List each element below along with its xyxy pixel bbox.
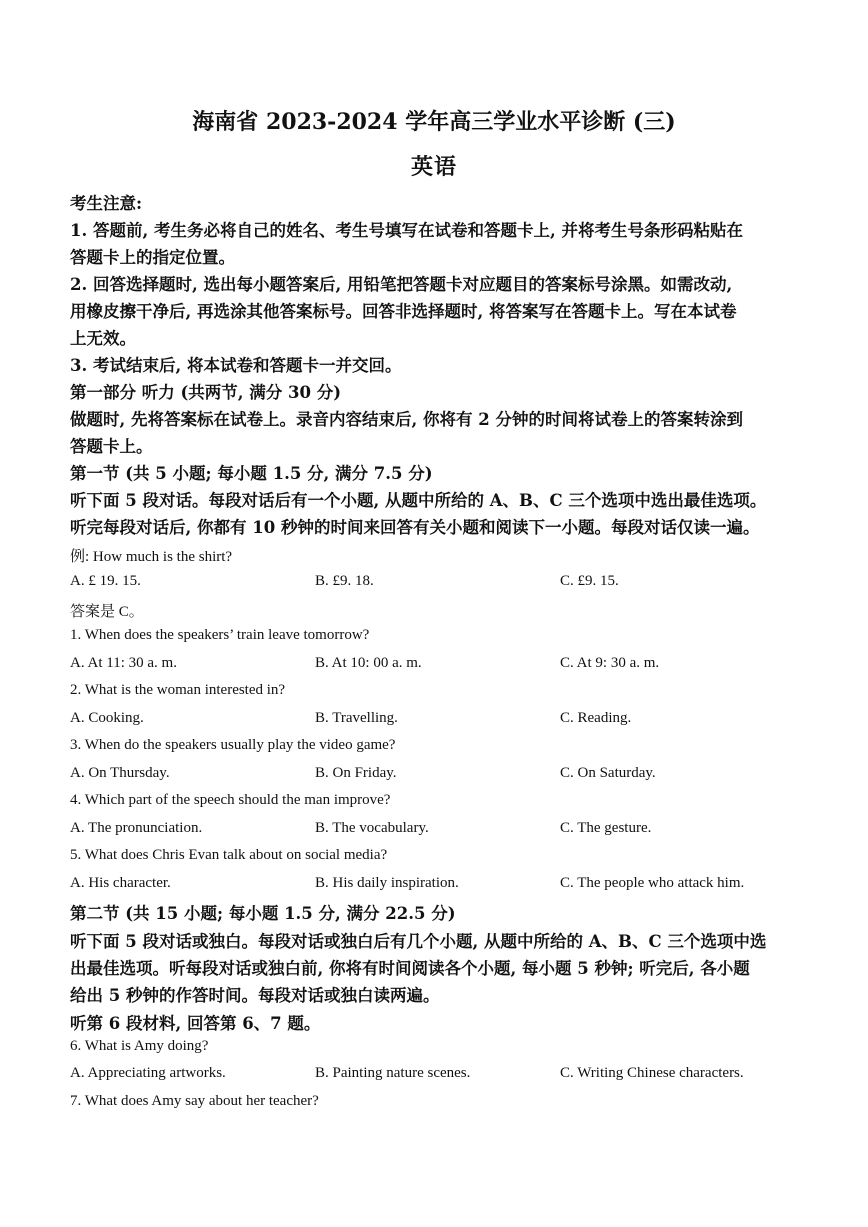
example-option-b: B. £9. 18. — [315, 573, 374, 589]
example-answer: 答案是 C。 — [70, 604, 144, 620]
question-5: 5. What does Chris Evan talk about on social media? — [70, 847, 388, 863]
question-1-option-a: A. At 11: 30 a. m. — [70, 655, 177, 671]
part1-instructions-cont: 答题卡上。 — [70, 437, 153, 456]
notice-heading: 考生注意: — [70, 194, 143, 213]
question-4-option-b: B. The vocabulary. — [315, 820, 429, 836]
section2-instructions-cont2: 给出 5 秒钟的作答时间。每段对话或独白读两遍。 — [70, 986, 440, 1005]
question-6-option-a: A. Appreciating artworks. — [70, 1065, 226, 1081]
subject-title: 英语 — [410, 154, 457, 180]
question-3-option-c: C. On Saturday. — [560, 765, 656, 781]
question-5-option-a: A. His character. — [70, 875, 171, 891]
question-6: 6. What is Amy doing? — [70, 1038, 209, 1054]
part1-heading: 第一部分 听力 (共两节, 满分 30 分) — [70, 383, 342, 402]
question-2-option-c: C. Reading. — [560, 710, 632, 726]
notice-item-1-cont: 答题卡上的指定位置。 — [70, 248, 235, 267]
question-5-option-b: B. His daily inspiration. — [315, 875, 459, 891]
question-1-option-b: B. At 10: 00 a. m. — [315, 655, 422, 671]
question-2-option-a: A. Cooking. — [70, 710, 144, 726]
section2-instructions: 听下面 5 段对话或独白。每段对话或独白后有几个小题, 从题中所给的 A、B、C 三个选项中选 — [70, 932, 767, 951]
question-2-option-b: B. Travelling. — [315, 710, 398, 726]
question-4-option-a: A. The pronunciation. — [70, 820, 203, 836]
notice-item-2: 2. 回答选择题时, 选出每小题答案后, 用铅笔把答题卡对应题目的答案标号涂黑。如需改动, — [70, 275, 733, 294]
question-3-option-b: B. On Friday. — [315, 765, 397, 781]
section2-heading: 第二节 (共 15 小题; 每小题 1.5 分, 满分 22.5 分) — [70, 904, 456, 923]
question-6-option-b: B. Painting nature scenes. — [315, 1065, 471, 1081]
question-2: 2. What is the woman interested in? — [70, 682, 286, 698]
question-3-option-a: A. On Thursday. — [70, 765, 170, 781]
example-question: 例: How much is the shirt? — [70, 549, 233, 565]
section1-heading: 第一节 (共 5 小题; 每小题 1.5 分, 满分 7.5 分) — [70, 464, 433, 483]
question-1: 1. When does the speakers’ train leave tomorrow? — [70, 627, 370, 643]
question-1-option-c: C. At 9: 30 a. m. — [560, 655, 660, 671]
example-option-a: A. £ 19. 15. — [70, 573, 141, 589]
notice-item-3: 3. 考试结束后, 将本试卷和答题卡一并交回。 — [70, 356, 402, 375]
example-option-c: C. £9. 15. — [560, 573, 619, 589]
part1-instructions: 做题时, 先将答案标在试卷上。录音内容结束后, 你将有 2 分钟的时间将试卷上的答案转涂到 — [70, 410, 743, 429]
material-6-heading: 听第 6 段材料, 回答第 6、7 题。 — [70, 1014, 321, 1033]
section1-instructions-cont: 听完每段对话后, 你都有 10 秒钟的时间来回答有关小题和阅读下一小题。每段对话仅读一遍。 — [70, 518, 760, 537]
question-7: 7. What does Amy say about her teacher? — [70, 1093, 319, 1109]
section2-instructions-cont: 出最佳选项。听每段对话或独白前, 你将有时间阅读各个小题, 每小题 5 秒钟; 听完后, 各小题 — [70, 959, 750, 978]
notice-item-1: 1. 答题前, 考生务必将自己的姓名、考生号填写在试卷和答题卡上, 并将考生号条形码粘贴在 — [70, 221, 743, 240]
question-6-option-c: C. Writing Chinese characters. — [560, 1065, 744, 1081]
notice-item-2-cont: 用橡皮擦干净后, 再选涂其他答案标号。回答非选择题时, 将答案写在答题卡上。写在本试卷 — [70, 302, 737, 321]
page-title: 海南省 2023-2024 学年高三学业水平诊断 (三) — [192, 109, 676, 135]
question-3: 3. When do the speakers usually play the video game? — [70, 737, 396, 753]
notice-item-2-cont2: 上无效。 — [70, 329, 136, 348]
section1-instructions: 听下面 5 段对话。每段对话后有一个小题, 从题中所给的 A、B、C 三个选项中选出最佳选项。 — [70, 491, 767, 510]
question-4: 4. Which part of the speech should the man improve? — [70, 792, 391, 808]
question-4-option-c: C. The gesture. — [560, 820, 652, 836]
question-5-option-c: C. The people who attack him. — [560, 875, 745, 891]
